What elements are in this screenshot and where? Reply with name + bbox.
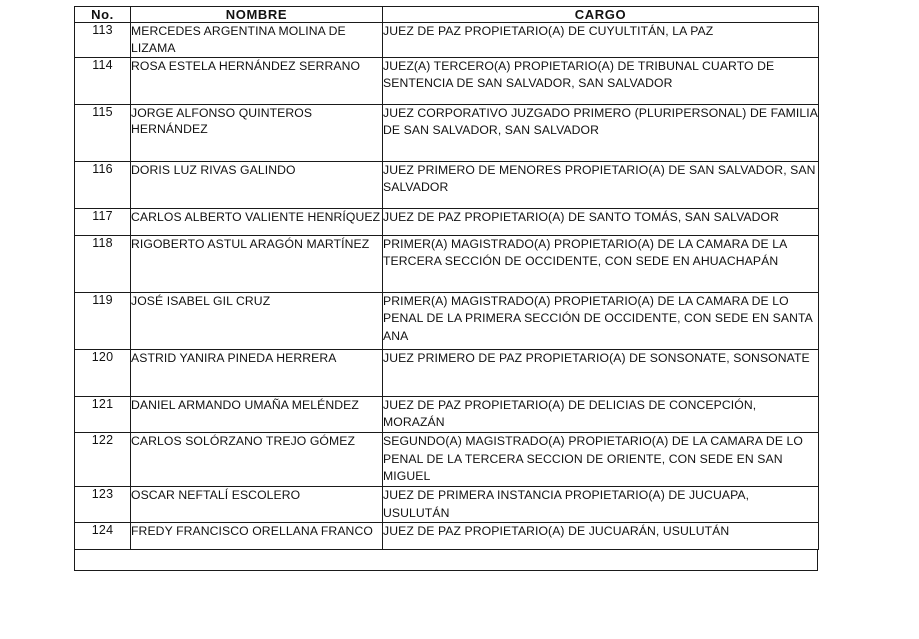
- row-name: CARLOS ALBERTO VALIENTE HENRÍQUEZ: [131, 208, 383, 235]
- row-name: FREDY FRANCISCO ORELLANA FRANCO: [131, 523, 383, 550]
- row-number: 119: [75, 292, 131, 349]
- table-row: [75, 208, 819, 235]
- table-row: [75, 396, 819, 432]
- row-position: JUEZ DE PRIMERA INSTANCIA PROPIETARIO(A) DE JUCUAPA, USULUTÁN: [383, 487, 819, 523]
- row-name: MERCEDES ARGENTINA MOLINA DE LIZAMA: [131, 23, 383, 58]
- table-row: [75, 23, 819, 58]
- row-number: 117: [75, 208, 131, 235]
- row-position: JUEZ DE PAZ PROPIETARIO(A) DE JUCUARÁN, USULUTÁN: [383, 523, 819, 550]
- table-header-row: [75, 7, 819, 23]
- row-number: 116: [75, 161, 131, 208]
- row-number: 123: [75, 487, 131, 523]
- table-row: [75, 523, 819, 550]
- row-position: JUEZ DE PAZ PROPIETARIO(A) DE DELICIAS DE CONCEPCIÓN, MORAZÁN: [383, 396, 819, 432]
- row-number: 122: [75, 433, 131, 487]
- row-name: DORIS LUZ RIVAS GALINDO: [131, 161, 383, 208]
- row-name: JOSÉ ISABEL GIL CRUZ: [131, 292, 383, 349]
- table-row: [75, 161, 819, 208]
- judges-table: [74, 6, 819, 550]
- row-name: ROSA ESTELA HERNÁNDEZ SERRANO: [131, 57, 383, 104]
- row-position: PRIMER(A) MAGISTRADO(A) PROPIETARIO(A) DE LA CAMARA DE LO PENAL DE LA PRIMERA SECCIÓN DE OCCIDENTE, CON SEDE EN SANTA ANA: [383, 292, 819, 349]
- table-row: [75, 57, 819, 104]
- table-bottom-blank-row: [74, 549, 818, 571]
- table-body: [75, 23, 819, 550]
- row-name: DANIEL ARMANDO UMAÑA MELÉNDEZ: [131, 396, 383, 432]
- table-row: [75, 235, 819, 292]
- row-name: CARLOS SOLÓRZANO TREJO GÓMEZ: [131, 433, 383, 487]
- row-position: JUEZ PRIMERO DE MENORES PROPIETARIO(A) DE SAN SALVADOR, SAN SALVADOR: [383, 161, 819, 208]
- row-number: 124: [75, 523, 131, 550]
- row-position: SEGUNDO(A) MAGISTRADO(A) PROPIETARIO(A) DE LA CAMARA DE LO PENAL DE LA TERCERA SECCION DE ORIENTE, CON SEDE EN SAN MIGUEL: [383, 433, 819, 487]
- table-row: [75, 104, 819, 161]
- row-number: 121: [75, 396, 131, 432]
- row-position: JUEZ PRIMERO DE PAZ PROPIETARIO(A) DE SONSONATE, SONSONATE: [383, 349, 819, 396]
- row-number: 118: [75, 235, 131, 292]
- row-position: JUEZ DE PAZ PROPIETARIO(A) DE SANTO TOMÁS, SAN SALVADOR: [383, 208, 819, 235]
- column-header-no: No.: [75, 7, 131, 23]
- column-header-nombre: NOMBRE: [131, 7, 383, 23]
- table-row: [75, 349, 819, 396]
- row-name: ASTRID YANIRA PINEDA HERRERA: [131, 349, 383, 396]
- row-number: 114: [75, 57, 131, 104]
- row-position: JUEZ(A) TERCERO(A) PROPIETARIO(A) DE TRIBUNAL CUARTO DE SENTENCIA DE SAN SALVADOR, SAN SALVADOR: [383, 57, 819, 104]
- row-name: OSCAR NEFTALÍ ESCOLERO: [131, 487, 383, 523]
- row-position: PRIMER(A) MAGISTRADO(A) PROPIETARIO(A) DE LA CAMARA DE LA TERCERA SECCIÓN DE OCCIDENTE, CON SEDE EN AHUACHAPÁN: [383, 235, 819, 292]
- row-name: JORGE ALFONSO QUINTEROS HERNÁNDEZ: [131, 104, 383, 161]
- row-number: 115: [75, 104, 131, 161]
- row-position: JUEZ DE PAZ PROPIETARIO(A) DE CUYULTITÁN, LA PAZ: [383, 23, 819, 58]
- column-header-cargo: CARGO: [383, 7, 819, 23]
- row-position: JUEZ CORPORATIVO JUZGADO PRIMERO (PLURIPERSONAL) DE FAMILIA DE SAN SALVADOR, SAN SALVADOR: [383, 104, 819, 161]
- row-number: 113: [75, 23, 131, 58]
- row-number: 120: [75, 349, 131, 396]
- table-row: [75, 487, 819, 523]
- row-name: RIGOBERTO ASTUL ARAGÓN MARTÍNEZ: [131, 235, 383, 292]
- table-row: [75, 433, 819, 487]
- table-row: [75, 292, 819, 349]
